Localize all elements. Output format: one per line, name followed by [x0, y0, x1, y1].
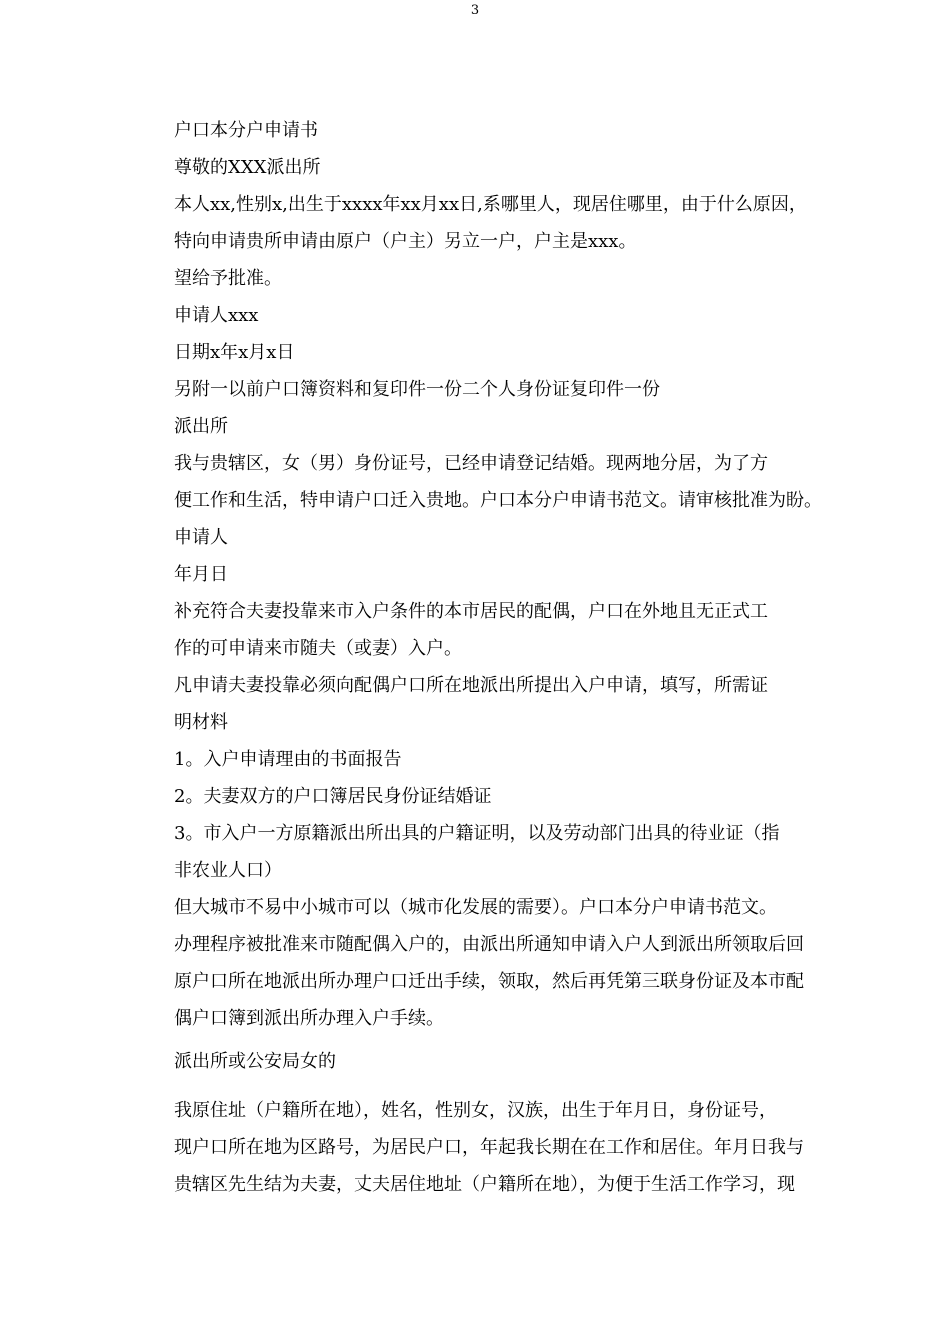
paragraph-title	[138, 112, 828, 149]
text-line: 另附一以前户口簿资料和复印件一份二个人身份证复印件一份	[174, 379, 660, 400]
paragraph-recipient	[138, 408, 828, 445]
text-line: 但大城市不易中小城市可以（城市化发展的需要）。户口本分户申请书范文。	[174, 897, 777, 918]
paragraph-request	[138, 260, 828, 297]
text-line: 日期x年x月x日	[174, 342, 295, 363]
text-line: 申请人	[174, 527, 228, 548]
text-line: 申请人xxx	[174, 305, 259, 326]
text-line: 凡申请夫妻投靠必须向配偶户口所在地派出所提出入户申请，填写，所需证	[174, 675, 768, 696]
text-line: 我与贵辖区，女（男）身份证号，已经申请登记结婚。现两地分居，为了方	[174, 453, 768, 474]
list-item	[138, 778, 828, 815]
paragraph-body	[138, 593, 828, 667]
paragraph-recipient	[138, 1043, 828, 1080]
paragraph-date	[138, 556, 828, 593]
text-line: 明材料	[174, 712, 228, 733]
text-line: 3。市入户一方原籍派出所出具的户籍证明，以及劳动部门出具的待业证（指	[174, 823, 780, 844]
paragraph-date	[138, 334, 828, 371]
paragraph-body	[138, 186, 828, 260]
text-line: 特向申请贵所申请由原户（户主）另立一户，户主是xxx。	[174, 231, 637, 252]
text-line: 本人xx,性别x,出生于xxxx年xx月xx日,系哪里人，现居住哪里，由于什么原因，	[174, 194, 807, 215]
text-line: 贵辖区先生结为夫妻，丈夫居住地址（户籍所在地），为便于生活工作学习，现	[174, 1174, 795, 1195]
text-line: 尊敬的XXX派出所	[174, 157, 321, 178]
text-line: 年月日	[174, 564, 228, 585]
text-line: 我原住址（户籍所在地），姓名，性别女，汉族，出生于年月日，身份证号，	[174, 1100, 777, 1121]
text-line: 2。夫妻双方的户口簿居民身份证结婚证	[174, 786, 492, 807]
document-body	[138, 112, 828, 1203]
paragraph-salutation	[138, 149, 828, 186]
paragraph-applicant	[138, 519, 828, 556]
text-line: 补充符合夫妻投靠来市入户条件的本市居民的配偶，户口在外地且无正式工	[174, 601, 768, 622]
text-line: 便工作和生活，特申请户口迁入贵地。户口本分户申请书范文。请审核批准为盼。	[174, 490, 822, 511]
text-line: 原户口所在地派出所办理户口迁出手续，领取，然后再凭第三联身份证及本市配	[174, 971, 804, 992]
text-line: 派出所	[174, 416, 228, 437]
paragraph-body	[138, 889, 828, 1037]
text-line: 1。入户申请理由的书面报告	[174, 749, 402, 770]
text-line: 户口本分户申请书	[174, 120, 318, 141]
text-line: 办理程序被批准来市随配偶入户的，由派出所通知申请入户人到派出所领取后回	[174, 934, 804, 955]
text-line: 现户口所在地为区路号，为居民户口，年起我长期在在工作和居住。年月日我与	[174, 1137, 804, 1158]
text-line: 非农业人口）	[174, 860, 282, 881]
text-line: 偶户口簿到派出所办理入户手续。	[174, 1008, 444, 1029]
text-line: 望给予批准。	[174, 268, 282, 289]
text-line: 派出所或公安局女的	[174, 1051, 336, 1072]
list-item	[138, 741, 828, 778]
paragraph-body	[138, 445, 828, 519]
list-item	[138, 815, 828, 889]
paragraph-attachments	[138, 371, 828, 408]
paragraph-body	[138, 667, 828, 741]
paragraph-applicant	[138, 297, 828, 334]
paragraph-body	[138, 1092, 828, 1203]
page-number: 3	[470, 3, 480, 18]
text-line: 作的可申请来市随夫（或妻）入户。	[174, 638, 462, 659]
